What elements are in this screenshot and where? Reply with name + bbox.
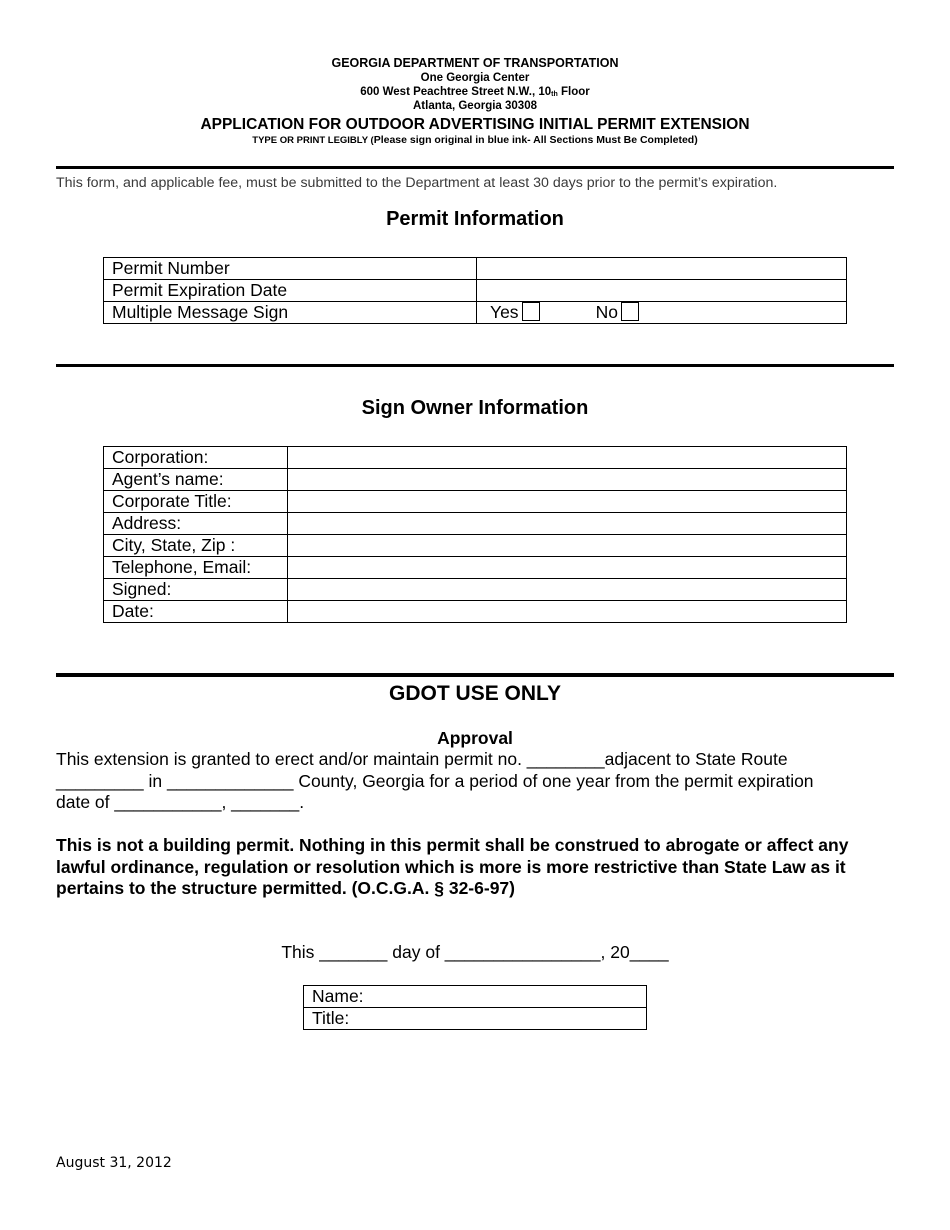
form-instructions (0, 134, 950, 146)
permit-expiration-label: Permit Expiration Date (104, 280, 477, 302)
corporate-title-label: Corporate Title: (104, 491, 288, 513)
yes-checkbox[interactable] (522, 302, 540, 321)
sign-owner-table (103, 446, 847, 623)
no-label: No (595, 302, 618, 322)
approval-title: Approval (437, 728, 513, 748)
telephone-email-label: Telephone, Email: (104, 557, 288, 579)
approval-line-1: This extension is granted to erect and/or maintain permit no. ________adjacent to State Route (56, 749, 788, 769)
multiple-message-label: Multiple Message Sign (104, 302, 477, 324)
corporation-field[interactable] (288, 447, 847, 469)
table-row (104, 469, 847, 491)
permit-expiration-field[interactable] (477, 280, 847, 302)
address-field[interactable] (288, 513, 847, 535)
table-row (104, 491, 847, 513)
table-row (104, 535, 847, 557)
approval-line-2: _________ in _____________ County, Georgia for a period of one year from the permit expiration (56, 770, 814, 791)
table-row (104, 447, 847, 469)
permit-info-title: Permit Information (386, 208, 564, 230)
permit-number-label: Permit Number (104, 258, 477, 280)
city-address: Atlanta, Georgia 30308 (413, 100, 537, 112)
agent-name-label: Agent’s name: (104, 469, 288, 491)
footer-date: August 31, 2012 (56, 1155, 172, 1171)
approval-text (56, 749, 906, 814)
signed-field[interactable] (288, 579, 847, 601)
building-name: One Georgia Center (420, 72, 530, 84)
table-row (104, 258, 847, 280)
instruction-small: TYPE OR PRINT LEGIBLY ( (252, 135, 374, 146)
street-prefix: 600 West Peachtree Street N.W., 10 (360, 86, 552, 98)
date-label: Date: (104, 601, 288, 623)
yes-label: Yes (490, 302, 519, 322)
gdot-use-only-title: GDOT USE ONLY (389, 682, 561, 705)
permit-info-table (103, 257, 847, 324)
date-field[interactable] (288, 601, 847, 623)
signature-table (303, 985, 647, 1030)
department-name: GEORGIA DEPARTMENT OF TRANSPORTATION (331, 56, 619, 70)
corporation-label: Corporation: (104, 447, 288, 469)
gdot-divider (56, 673, 894, 677)
city-state-zip-field[interactable] (288, 535, 847, 557)
name-field[interactable]: Name: (304, 986, 647, 1008)
instruction-bold: Please sign original in blue ink- All Sections Must Be Completed) (373, 134, 698, 146)
permit-number-field[interactable] (477, 258, 847, 280)
issue-date-line: This _______ day of ________________, 20____ (281, 942, 669, 962)
street-th-suffix: th (551, 91, 558, 98)
table-row (104, 601, 847, 623)
agent-name-field[interactable] (288, 469, 847, 491)
sign-owner-title: Sign Owner Information (361, 397, 589, 419)
building-permit-disclaimer: This is not a building permit. Nothing in this permit shall be construed to abrogate or affect any lawful ordinance, regulation or resolution which is more is more restrictive than State Law as it pertains to the structure permitted. (O.C.G.A. § 32-6-97) (56, 835, 849, 898)
form-title: APPLICATION FOR OUTDOOR ADVERTISING INITIAL PERMIT EXTENSION (200, 116, 750, 133)
submission-notice: This form, and applicable fee, must be submitted to the Department at least 30 days prior to the permit’s expiration. (56, 175, 778, 191)
address-label: Address: (104, 513, 288, 535)
telephone-email-field[interactable] (288, 557, 847, 579)
no-checkbox[interactable] (621, 302, 639, 321)
street-floor: Floor (557, 86, 590, 98)
table-row (104, 302, 847, 324)
approval-line-3: date of ___________, _______. (56, 792, 305, 812)
title-field[interactable]: Title: (304, 1008, 647, 1030)
multiple-message-options (477, 302, 847, 324)
section-divider (56, 364, 894, 367)
signed-label: Signed: (104, 579, 288, 601)
table-row (104, 579, 847, 601)
table-row (304, 1008, 647, 1030)
city-state-zip-label: City, State, Zip : (104, 535, 288, 557)
header-divider (56, 166, 894, 169)
table-row (104, 557, 847, 579)
corporate-title-field[interactable] (288, 491, 847, 513)
table-row (104, 513, 847, 535)
table-row (304, 986, 647, 1008)
table-row (104, 280, 847, 302)
